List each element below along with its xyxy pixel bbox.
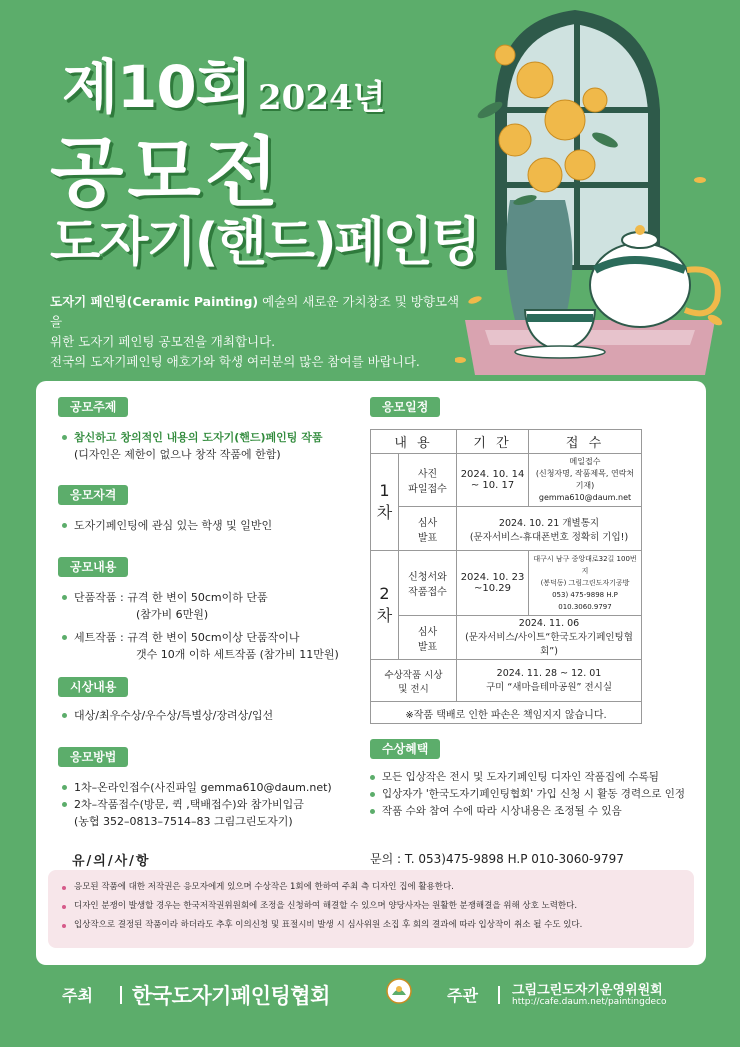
theme-item: 참신하고 창의적인 내용의 도자기(핸드)페인팅 작품 [62, 429, 362, 446]
content-item1-sub: (참가비 6만원) [136, 608, 209, 621]
contact-info: 문의 : T. 053)475-9898 H.P 010-3060-9797 [370, 852, 624, 866]
sub-title: 도자기(핸드)페인팅 [50, 213, 480, 273]
schedule-note: ※작품 택배로 인한 파손은 책임지지 않습니다. [371, 702, 642, 724]
organizer-label: 주관 [447, 986, 478, 1005]
edition-title: 제10회 [62, 53, 251, 121]
benefits-item3: 작품 수와 참여 수에 따라 시상내용은 조정될 수 있음 [370, 803, 700, 820]
r3-when-text: 2024. 10. 23 ~10.29 [460, 572, 525, 594]
r3-how-text: 대구시 남구 중앙대로32길 100번지 (봉덕동) 그림그린도자기공방 053) 475-9898 H.P 010.3060.9797 [533, 555, 637, 611]
footer [0, 968, 740, 1047]
r2-name [399, 507, 457, 551]
phase1-label: 1 차 [376, 481, 393, 522]
benefits-label: 수상혜택 [370, 739, 440, 759]
method-list [62, 779, 372, 830]
r4-detail [457, 616, 642, 660]
content-item1: 단품작품 : 규격 한 변이 50cm이하 단품 [62, 589, 362, 606]
r2-detail [457, 507, 642, 551]
phase2-label: 2 차 [376, 584, 393, 625]
organizer-name: 그림그린도자기운영위원회 [512, 983, 663, 998]
r1-when [457, 454, 529, 507]
info-card [36, 381, 706, 965]
r1-when-text: 2024. 10. 14 ~ 10. 17 [460, 469, 525, 491]
r4-name [399, 616, 457, 660]
theme-label: 공모주제 [58, 397, 128, 417]
r3-when [457, 551, 529, 616]
awards-list [62, 707, 362, 724]
organizer-url[interactable]: http://cafe.daum.net/paintingdeco [512, 997, 667, 1007]
benefits-item2: 입상자가 '한국도자기페인팅협회' 가입 신청 시 활동 경력으로 인정 [370, 786, 700, 803]
caution-item1: 응모된 작품에 대한 저작권은 응모자에게 있으며 수상작은 1회에 한하여 주최 측 디자인 집에 활용한다. [62, 878, 680, 897]
r2-detail-text: 2024. 10. 21 개별통지 (문자서비스-휴대폰번호 정확히 기입!) [469, 517, 629, 543]
theme-list [62, 429, 362, 463]
method-item2: 2차–작품접수(방문, 퀵 ,택배접수)와 참가비입금 [62, 796, 372, 813]
intro-line3: 전국의 도자기페인팅 애호가와 학생 여러분의 많은 참여를 바랍니다. [50, 354, 420, 369]
host-name: 한국도자기페인팅협회 [132, 984, 330, 1008]
r4-name-text: 심사 발표 [417, 626, 438, 653]
year-title: 2024년 [258, 78, 386, 118]
schedule-header-period: 기 간 [457, 430, 529, 454]
theme-sub: (디자인은 제한이 없으나 창작 작품에 한함) [74, 448, 281, 461]
r1-name-text: 사진 파일접수 [408, 469, 447, 495]
r1-how-text: 메일접수 (신청자명, 작품제목, 연락처 기재) gemma610@daum.net [535, 457, 635, 502]
content-label: 공모내용 [58, 557, 128, 577]
schedule-header-receipt: 접 수 [529, 430, 642, 454]
phase2-cell [371, 551, 399, 660]
caution-box [48, 870, 694, 948]
content-list [62, 589, 362, 663]
r3-how [529, 551, 642, 616]
benefits-list [370, 769, 700, 820]
r3-name-text: 신청서와 작품접수 [408, 572, 447, 598]
eligibility-label: 응모자격 [58, 485, 128, 505]
r3-name [399, 551, 457, 616]
host-label: 주최 [62, 986, 93, 1005]
eligibility-item: 도자기페인팅에 관심 있는 학생 및 일반인 [62, 517, 362, 534]
r1-how [529, 454, 642, 507]
r5-name-text: 수상작품 시상 및 전시 [384, 669, 443, 695]
r1-name [399, 454, 457, 507]
window-teapot-illustration [455, 0, 740, 390]
caution-item3: 입상작으로 결정된 작품이라 하더라도 추후 이의신청 및 표절시비 발생 시 심사위원 소집 후 회의 결과에 따라 입상작이 취소 될 수도 있다. [62, 916, 680, 935]
eligibility-list [62, 517, 362, 534]
content-item2: 세트작품 : 규격 한 변이 50cm이상 단품작이나 [62, 629, 362, 646]
phase1-cell [371, 454, 399, 551]
association-emblem-icon [386, 978, 412, 1004]
schedule-label: 응모일정 [370, 397, 440, 417]
caution-item2: 디자인 분쟁이 발생할 경우는 한국저작권위원회에 조정을 신청하여 해결할 수 있으며 양당사자는 원활한 분쟁해결을 위해 상호 노력한다. [62, 897, 680, 916]
intro-line2: 위한 도자기 페인팅 공모전을 개최합니다. [50, 334, 276, 349]
intro-line1: 예술의 새로운 가치창조 및 방향모색을 [50, 294, 460, 329]
caution-title: 유/의/사/항 [72, 854, 151, 869]
r5-name [371, 660, 457, 702]
benefits-item1: 모든 입상작은 전시 및 도자기페인팅 디자인 작품집에 수록됨 [370, 769, 700, 786]
r2-name-text: 심사 발표 [417, 517, 438, 544]
intro-text [50, 292, 470, 372]
r4-detail-text: 2024. 11. 06 (문자서비스/사이트“한국도자기페인팅협회”) [465, 618, 633, 657]
schedule-header-content: 내 용 [371, 430, 457, 454]
footer-divider-2 [498, 986, 500, 1004]
intro-highlight: 도자기 페인팅(Ceramic Painting) [50, 294, 259, 309]
method-item1: 1차–온라인접수(사진파일 gemma610@daum.net) [62, 779, 372, 796]
r5-detail-text: 2024. 11. 28 ~ 12. 01 구미 “새마을테마공원” 전시실 [485, 668, 612, 693]
footer-divider [120, 986, 122, 1004]
method-item2-sub: (농협 352–0813–7514–83 그림그린도자기) [74, 815, 293, 828]
schedule-table [370, 429, 642, 724]
method-label: 응모방법 [58, 747, 128, 767]
r5-detail [457, 660, 642, 702]
awards-label: 시상내용 [58, 677, 128, 697]
main-title: 공모전 [50, 128, 283, 217]
content-item2-sub: 갯수 10개 이하 세트작품 (참가비 11만원) [136, 648, 339, 661]
awards-item: 대상/최우수상/우수상/특별상/장려상/입선 [62, 707, 362, 724]
